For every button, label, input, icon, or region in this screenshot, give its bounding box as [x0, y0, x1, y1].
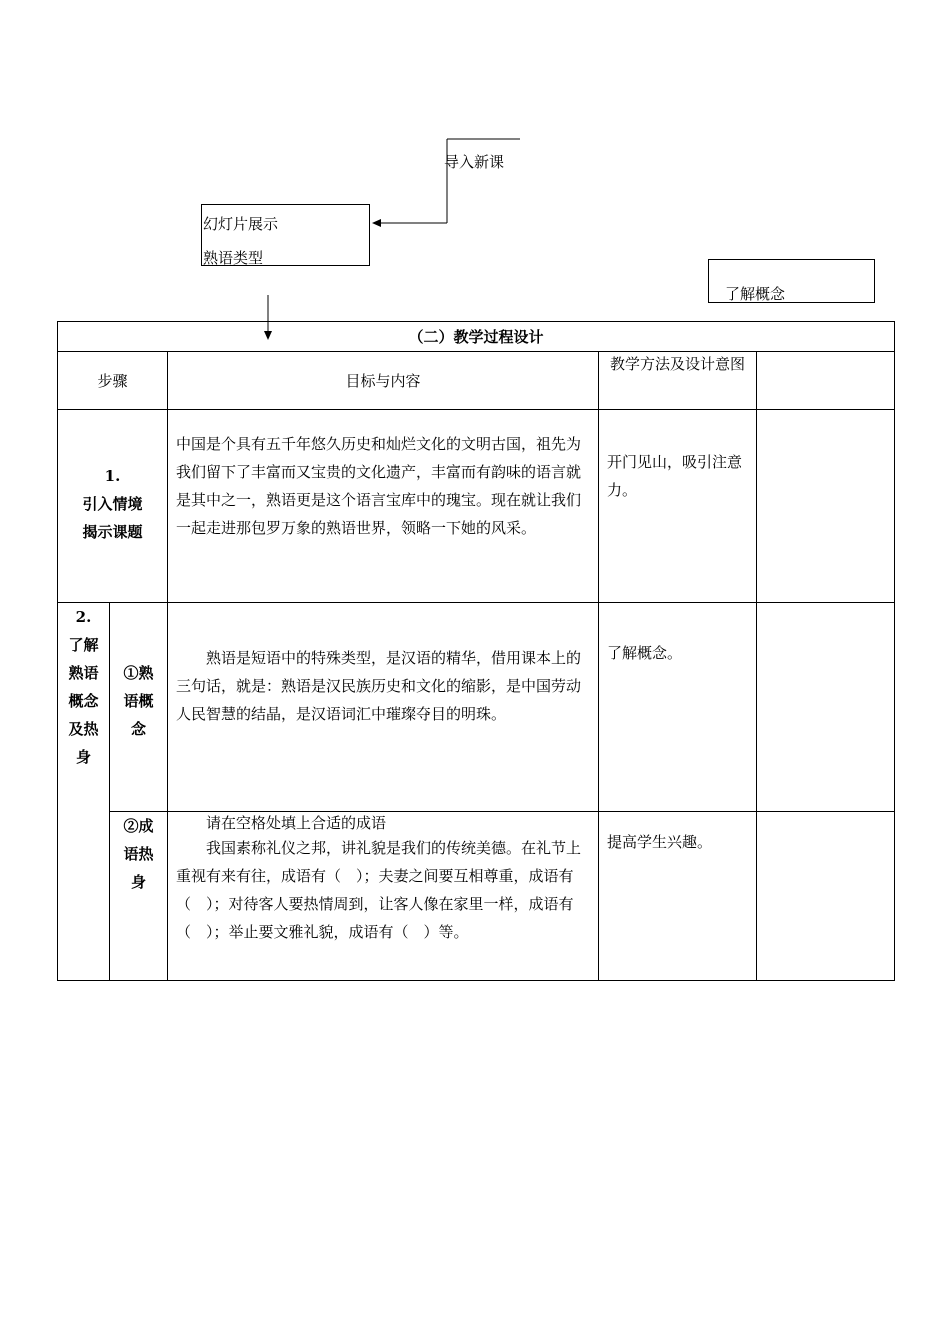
row2-step — [58, 603, 110, 981]
row2-step-line4: 及热 — [68, 720, 99, 738]
flow-intro-label: 导入新课 — [444, 153, 505, 171]
row1-blank — [757, 410, 895, 603]
row2-step-line2: 熟语 — [68, 664, 99, 682]
row1-content — [168, 410, 599, 603]
sub1-method-text: 了解概念。 — [607, 644, 683, 662]
sub2-content-line2: 我国素称礼仪之邦，讲礼貌是我们的传统美德。在礼节上重视有来有往，成语有（ ）；夫妻之间要互相尊重，成语有（ ）；对待客人要热情周到，让客人像在家里一样，成语有（ ）；举止要文雅礼貌，成语有（ ）等。 — [176, 839, 582, 941]
flow-concept-box — [708, 259, 875, 303]
row2-step-line5: 身 — [75, 748, 91, 766]
sub1-content-text: 熟语是短语中的特殊类型，是汉语的精华，借用课本上的三句话，就是：熟语是汉民族历史和文化的缩影，是中国劳动人民智慧的结晶，是汉语词汇中璀璨夺目的明珠。 — [176, 649, 582, 723]
header-step-text: 步骤 — [97, 372, 128, 390]
sub1-label-line3: 念 — [130, 720, 146, 738]
teaching-process-table — [57, 321, 895, 981]
sub2-label — [110, 812, 168, 981]
header-method-text: 教学方法及设计意图 — [609, 355, 745, 373]
header-goal-text: 目标与内容 — [345, 372, 421, 390]
sub1-label-line1: ①熟 — [123, 664, 154, 682]
header-blank — [757, 352, 895, 410]
sub2-method-text: 提高学生兴趣。 — [607, 833, 713, 851]
row1-method-text: 开门见山，吸引注意力。 — [607, 453, 743, 499]
flow-slide-box-line2: 熟语类型 — [203, 249, 264, 267]
row1-step — [58, 410, 168, 603]
row1-method — [599, 410, 757, 603]
flow-concept-box-label: 了解概念 — [725, 285, 786, 303]
row1-step-line2: 揭示课题 — [82, 523, 143, 541]
header-step — [58, 352, 168, 410]
flow-slide-box-line1: 幻灯片展示 — [203, 215, 279, 233]
sub2-method — [599, 812, 757, 981]
header-method — [599, 352, 757, 410]
sub1-label — [110, 603, 168, 812]
sub2-label-line3: 身 — [130, 873, 146, 891]
table-title-text: （二）教学过程设计 — [408, 328, 544, 346]
sub1-method — [599, 603, 757, 812]
sub1-blank — [757, 603, 895, 812]
row2-step-line3: 概念 — [68, 692, 99, 710]
sub1-content — [168, 603, 599, 812]
flow-slide-box — [201, 204, 370, 266]
sub1-label-line2: 语概 — [123, 692, 154, 710]
sub2-label-line2: 语热 — [123, 845, 154, 863]
table-title — [58, 322, 895, 352]
header-goal — [168, 352, 599, 410]
sub2-content-line1: 请在空格处填上合适的成语 — [206, 814, 387, 832]
row1-content-text: 中国是个具有五千年悠久历史和灿烂文化的文明古国，祖先为我们留下了丰富而又宝贵的文化遗产，丰富而有韵味的语言就是其中之一，熟语更是这个语言宝库中的瑰宝。现在就让我们一起走进那包罗万象的熟语世界，领略一下她的风采。 — [176, 435, 582, 537]
row2-step-num: 2. — [75, 608, 92, 626]
sub2-label-line1: ②成 — [123, 817, 154, 835]
sub2-blank — [757, 812, 895, 981]
row1-step-num: 1. — [104, 467, 121, 485]
row2-step-line1: 了解 — [68, 636, 99, 654]
row1-step-line1: 引入情境 — [82, 495, 143, 513]
sub2-content — [168, 812, 599, 981]
